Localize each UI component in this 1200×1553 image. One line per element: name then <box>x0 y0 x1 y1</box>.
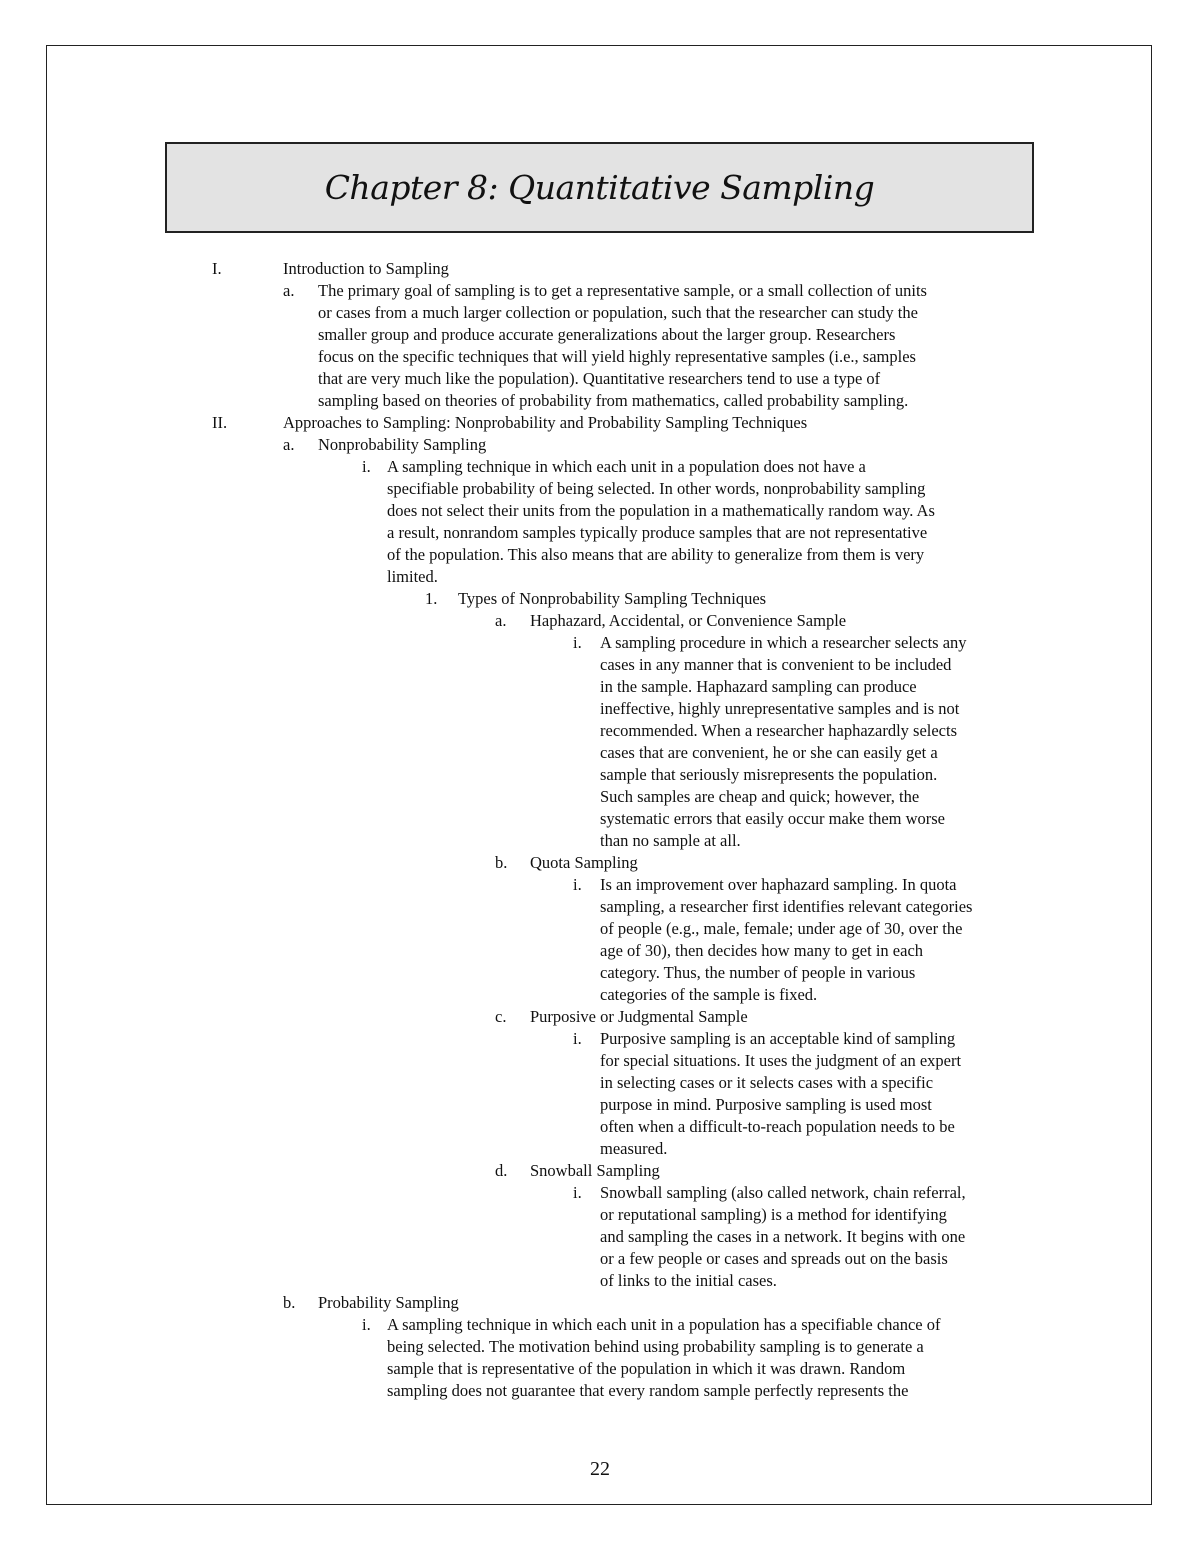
paragraph-line: smaller group and produce accurate generalizations about the larger group. Researchers <box>318 325 896 344</box>
outline-marker-1: 1. <box>425 589 438 608</box>
paragraph-line: being selected. The motivation behind using probability sampling is to generate a <box>387 1337 924 1356</box>
paragraph-line: A sampling procedure in which a researcher selects any <box>600 633 967 652</box>
outline-marker-a: a. <box>495 611 507 630</box>
paragraph-line: or reputational sampling) is a method for identifying <box>600 1205 947 1224</box>
outline-marker-b: b. <box>283 1293 296 1312</box>
outline-marker-a: a. <box>283 435 295 454</box>
outline-marker-i: i. <box>362 1315 371 1334</box>
subsection-heading: Nonprobability Sampling <box>318 435 487 454</box>
paragraph-line: category. Thus, the number of people in various <box>600 963 916 982</box>
page-number: 22 <box>590 1458 610 1480</box>
subsection-heading: Probability Sampling <box>318 1293 459 1312</box>
paragraph-line: does not select their units from the population in a mathematically random way. As <box>387 501 935 520</box>
paragraph-line: focus on the specific techniques that will yield highly representative samples (i.e., samples <box>318 347 916 366</box>
outline-marker-d: d. <box>495 1161 508 1180</box>
paragraph-line: cases in any manner that is convenient to be included <box>600 655 952 674</box>
paragraph-line: measured. <box>600 1139 668 1158</box>
paragraph-line: limited. <box>387 567 438 586</box>
outline-marker-I: I. <box>212 259 222 278</box>
paragraph-line: Is an improvement over haphazard sampling. In quota <box>600 875 957 894</box>
paragraph-line: that are very much like the population). Quantitative researchers tend to use a type of <box>318 369 881 388</box>
paragraph-line: Such samples are cheap and quick; however, the <box>600 787 920 806</box>
item-heading: Quota Sampling <box>530 853 638 872</box>
paragraph-line: a result, nonrandom samples typically produce samples that are not representative <box>387 523 928 542</box>
paragraph-line: age of 30), then decides how many to get in each <box>600 941 924 960</box>
paragraph-line: or a few people or cases and spreads out on the basis <box>600 1249 948 1268</box>
paragraph-line: The primary goal of sampling is to get a representative sample, or a small collection of units <box>318 281 927 300</box>
paragraph-line: recommended. When a researcher haphazardly selects <box>600 721 958 740</box>
paragraph-line: Purposive sampling is an acceptable kind of sampling <box>600 1029 956 1048</box>
item-heading: Snowball Sampling <box>530 1161 660 1180</box>
paragraph-line: categories of the sample is fixed. <box>600 985 818 1004</box>
paragraph-line: ineffective, highly unrepresentative samples and is not <box>600 699 960 718</box>
chapter-title: Chapter 8: Quantitative Sampling <box>324 168 875 207</box>
paragraph-line: sampling does not guarantee that every random sample perfectly represents the <box>387 1381 909 1400</box>
outline-marker-II: II. <box>212 413 228 432</box>
paragraph-line: and sampling the cases in a network. It begins with one <box>600 1227 966 1246</box>
paragraph-line: of the population. This also means that are ability to generalize from them is very <box>387 545 925 564</box>
paragraph-line: A sampling technique in which each unit in a population does not have a <box>387 457 866 476</box>
paragraph-line: sampling based on theories of probability from mathematics, called probability sampling. <box>318 391 909 410</box>
paragraph-line: for special situations. It uses the judgment of an expert <box>600 1051 962 1070</box>
subsection-heading: Types of Nonprobability Sampling Techniques <box>458 589 767 608</box>
outline-marker-i: i. <box>573 633 582 652</box>
outline-marker-b: b. <box>495 853 508 872</box>
outline-marker-i: i. <box>573 875 582 894</box>
paragraph-line: of people (e.g., male, female; under age of 30, over the <box>600 919 963 938</box>
paragraph-line: purpose in mind. Purposive sampling is used most <box>600 1095 932 1114</box>
paragraph-line: in selecting cases or it selects cases with a specific <box>600 1073 934 1092</box>
paragraph-line: of links to the initial cases. <box>600 1271 777 1290</box>
chapter-title-box <box>165 142 1034 233</box>
item-heading: Purposive or Judgmental Sample <box>530 1007 748 1026</box>
outline-marker-i: i. <box>362 457 371 476</box>
item-heading: Haphazard, Accidental, or Convenience Sample <box>530 611 847 630</box>
outline-marker-c: c. <box>495 1007 507 1026</box>
paragraph-line: sample that is representative of the population in which it was drawn. Random <box>387 1359 906 1378</box>
outline-marker-i: i. <box>573 1183 582 1202</box>
paragraph-line: sampling, a researcher first identifies relevant categories <box>600 897 973 916</box>
section-heading: Introduction to Sampling <box>283 259 449 278</box>
paragraph-line: Snowball sampling (also called network, chain referral, <box>600 1183 966 1202</box>
paragraph-line: in the sample. Haphazard sampling can produce <box>600 677 917 696</box>
outline-marker-a: a. <box>283 281 295 300</box>
section-heading: Approaches to Sampling: Nonprobability and Probability Sampling Techniques <box>283 413 808 432</box>
paragraph-line: or cases from a much larger collection or population, such that the researcher can study the <box>318 303 918 322</box>
paragraph-line: often when a difficult-to-reach population needs to be <box>600 1117 955 1136</box>
paragraph-line: systematic errors that easily occur make them worse <box>600 809 946 828</box>
paragraph-line: than no sample at all. <box>600 831 741 850</box>
paragraph-line: specifiable probability of being selected. In other words, nonprobability sampling <box>387 479 926 498</box>
paragraph-line: sample that seriously misrepresents the population. <box>600 765 938 784</box>
paragraph-line: A sampling technique in which each unit in a population has a specifiable chance of <box>387 1315 941 1334</box>
outline-marker-i: i. <box>573 1029 582 1048</box>
paragraph-line: cases that are convenient, he or she can easily get a <box>600 743 938 762</box>
